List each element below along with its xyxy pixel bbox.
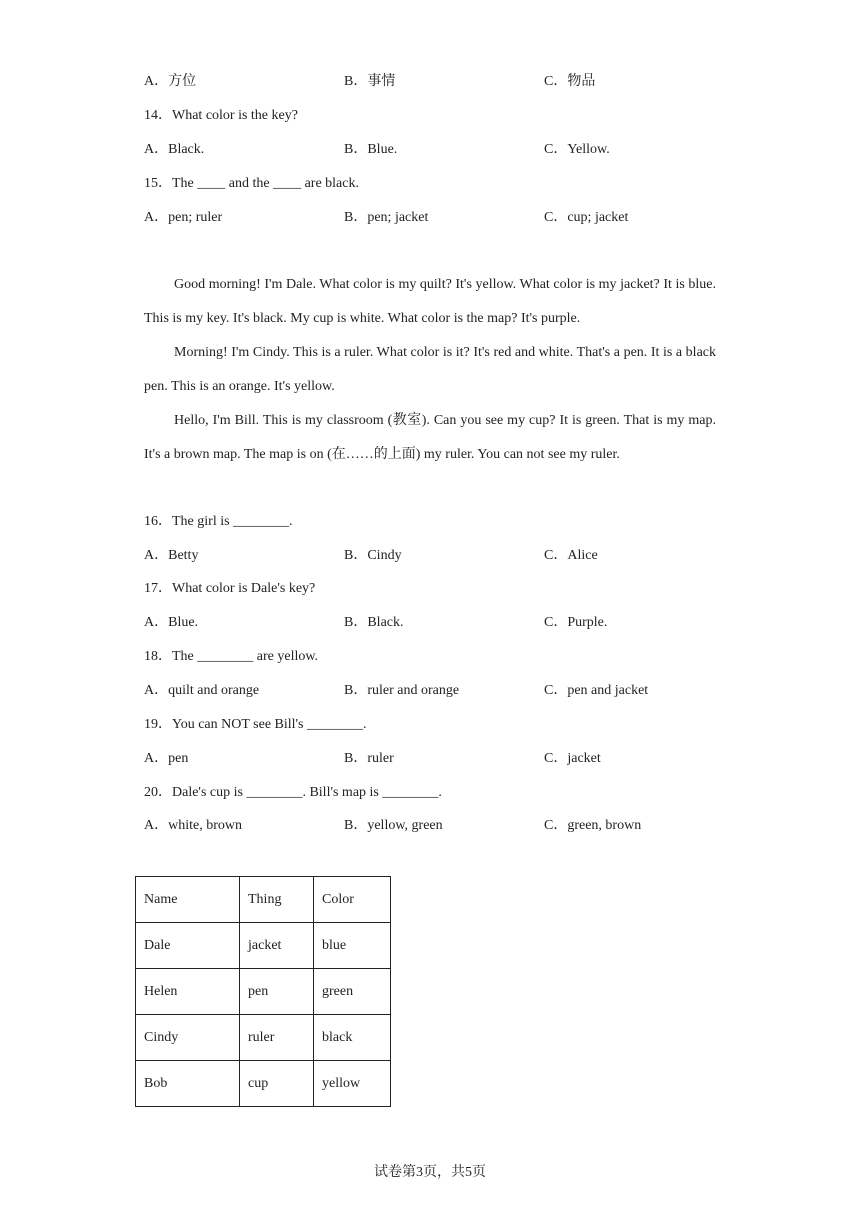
question-19: 19．You can NOT see Bill's ________. — [144, 717, 367, 732]
table-header-cell: Color — [314, 877, 391, 923]
q18-option-a: A．quilt and orange — [144, 683, 260, 698]
q14-option-b: B．Blue. — [344, 142, 398, 157]
question-16: 16．The girl is ________. — [144, 514, 293, 529]
table-header-cell: Name — [136, 877, 240, 923]
table-row — [136, 969, 391, 1015]
q15-option-b: B．pen; jacket — [344, 210, 429, 225]
passage-paragraph-bill: Hello, I'm Bill. This is my classroom (教室). Can you see my cup? It is green. That is my map. It's a brown map. The map is on (在……的上面) my ruler. You can not see my ruler. — [144, 413, 716, 462]
q17-option-c: C．Purple. — [544, 615, 608, 630]
table-cell: Cindy — [136, 1015, 240, 1061]
table-cell: jacket — [240, 923, 314, 969]
q15-option-a: A．pen; ruler — [144, 210, 223, 225]
table-row — [136, 923, 391, 969]
table-cell: pen — [240, 969, 314, 1015]
q13-option-a: A．方位 — [144, 74, 197, 89]
q19-option-b: B．ruler — [344, 751, 394, 766]
q20-option-a: A．white, brown — [144, 818, 242, 833]
q14-option-c: C．Yellow. — [544, 142, 610, 157]
q18-option-c: C．pen and jacket — [544, 683, 649, 698]
table-cell: Bob — [136, 1061, 240, 1107]
table-cell: blue — [314, 923, 391, 969]
question-15: 15．The ____ and the ____ are black. — [144, 176, 359, 191]
q13-option-c: C．物品 — [544, 74, 596, 89]
table-cell: Dale — [136, 923, 240, 969]
table-cell: yellow — [314, 1061, 391, 1107]
info-table — [135, 876, 391, 1107]
table-header-row — [136, 877, 391, 923]
q13-option-b: B．事情 — [344, 74, 396, 89]
table-cell: Helen — [136, 969, 240, 1015]
q16-option-b: B．Cindy — [344, 548, 402, 563]
table-row — [136, 1015, 391, 1061]
page-footer: 试卷第3页，共5页 — [374, 1165, 486, 1180]
q20-option-b: B．yellow, green — [344, 818, 443, 833]
q14-option-a: A．Black. — [144, 142, 205, 157]
table-cell: cup — [240, 1061, 314, 1107]
q16-option-a: A．Betty — [144, 548, 199, 563]
q15-option-c: C．cup; jacket — [544, 210, 629, 225]
table-cell: black — [314, 1015, 391, 1061]
q17-option-b: B．Black. — [344, 615, 404, 630]
table-row — [136, 1061, 391, 1107]
q19-option-c: C．jacket — [544, 751, 601, 766]
table-cell: ruler — [240, 1015, 314, 1061]
question-18: 18．The ________ are yellow. — [144, 649, 319, 664]
table-header-cell: Thing — [240, 877, 314, 923]
q18-option-b: B．ruler and orange — [344, 683, 460, 698]
question-14: 14．What color is the key? — [144, 108, 298, 123]
passage-paragraph-cindy: Morning! I'm Cindy. This is a ruler. What color is it? It's red and white. That's a pen. It is a black pen. This is an orange. It's yellow. — [144, 345, 716, 394]
q16-option-c: C．Alice — [544, 548, 598, 563]
q17-option-a: A．Blue. — [144, 615, 199, 630]
question-20: 20．Dale's cup is ________. Bill's map is ________. — [144, 785, 442, 800]
question-17: 17．What color is Dale's key? — [144, 581, 316, 596]
q19-option-a: A．pen — [144, 751, 189, 766]
table-cell: green — [314, 969, 391, 1015]
q20-option-c: C．green, brown — [544, 818, 642, 833]
passage-paragraph-dale: Good morning! I'm Dale. What color is my quilt? It's yellow. What color is my jacket? It is blue. This is my key. It's black. My cup is white. What color is the map? It's purple. — [144, 277, 716, 326]
